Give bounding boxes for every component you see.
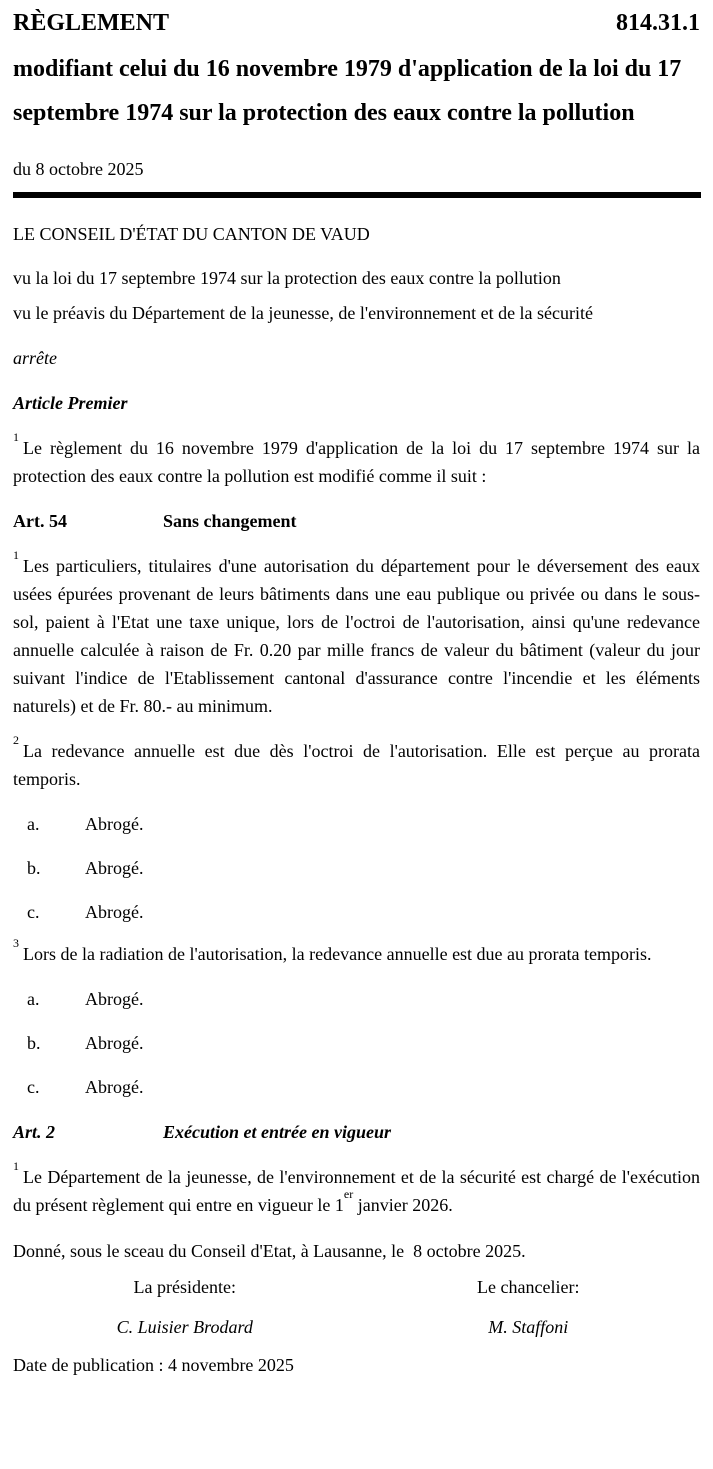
list-item-text: Abrogé. <box>85 1033 144 1053</box>
article-premier-paragraph <box>13 430 700 490</box>
signature-name: M. Staffoni <box>488 1317 569 1337</box>
doc-type-label: RÈGLEMENT <box>13 10 170 36</box>
document-date-line: du 8 octobre 2025 <box>13 159 144 179</box>
list-item-text: Abrogé. <box>85 858 144 878</box>
recital-line: vu la loi du 17 septembre 1974 sur la protection des eaux contre la pollution <box>13 268 561 288</box>
art54-title: Sans changement <box>163 511 297 531</box>
art2-heading <box>13 1118 700 1146</box>
list-item <box>13 1073 700 1101</box>
list-item-text: Abrogé. <box>85 989 144 1009</box>
document-title: modifiant celui du 16 novembre 1979 d'application de la loi du 17 septembre 1974 sur la protection des eaux contre la pollution <box>13 56 682 126</box>
paragraph-text: janvier 2026. <box>353 1195 453 1215</box>
list-item <box>13 898 700 926</box>
signature-left <box>13 1273 357 1341</box>
paragraph-text: Lors de la radiation de l'autorisation, la redevance annuelle est due au prorata temporis. <box>23 944 652 964</box>
authority-line: LE CONSEIL D'ÉTAT DU CANTON DE VAUD <box>13 224 370 244</box>
list-item <box>13 854 700 882</box>
signature-name: C. Luisier Brodard <box>116 1317 253 1337</box>
article-premier-heading: Article Premier <box>13 393 128 413</box>
footnote-marker: 1 <box>13 430 19 444</box>
paragraph-text: Les particuliers, titulaires d'une autorisation du département pour le déversement des eaux usées épurées provenant de leurs bâtiments dans une eau publique ou privée ou dans le sous-sol, paient à l'Etat une taxe unique, lors de l'octroi de l'autorisation, ainsi qu'une redevance annuelle calculée à raison de Fr. 0.20 par mille francs de valeur du bâtiment (valeur du jour suivant l'indice de l'Etablissement cantonal d'assurance contre l'incendie et les éléments naturels) et de Fr. 80.- au minimum. <box>13 556 700 716</box>
paragraph-text: Le Département de la jeunesse, de l'environnement et de la sécurité est chargé de l'exécution du présent règlement qui entre en vigueur le 1 <box>13 1167 700 1215</box>
art54-heading <box>13 507 700 535</box>
signature-role: La présidente: <box>133 1277 236 1297</box>
header-divider <box>13 192 701 198</box>
paragraph-text: La redevance annuelle est due dès l'octroi de l'autorisation. Elle est perçue au prorata temporis. <box>13 741 700 789</box>
recitals <box>13 264 700 327</box>
list-item-text: Abrogé. <box>85 814 144 834</box>
art54-number: Art. 54 <box>13 511 67 531</box>
footnote-marker: 3 <box>13 936 19 950</box>
list-item <box>13 810 700 838</box>
art2-number: Art. 2 <box>13 1122 56 1142</box>
art54-paragraph-3 <box>13 936 700 968</box>
paragraph-text: Le règlement du 16 novembre 1979 d'application de la loi du 17 septembre 1974 sur la protection des eaux contre la pollution est modifié comme il suit : <box>13 438 700 486</box>
list-item-marker: b. <box>27 1033 41 1053</box>
art54-paragraph-2 <box>13 733 700 793</box>
art54-paragraph-1 <box>13 548 700 720</box>
footnote-marker: 2 <box>13 733 19 747</box>
doc-number: 814.31.1 <box>616 10 700 36</box>
art2-title: Exécution et entrée en vigueur <box>163 1122 391 1142</box>
footnote-marker: 1 <box>13 548 19 562</box>
decree-word: arrête <box>13 348 57 368</box>
document-header <box>13 10 700 37</box>
list-item <box>13 1029 700 1057</box>
footnote-marker: 1 <box>13 1159 19 1173</box>
abrogation-list-1 <box>13 810 700 926</box>
list-item <box>13 985 700 1013</box>
list-item-marker: a. <box>27 989 40 1009</box>
art2-paragraph <box>13 1159 700 1219</box>
recital-line: vu le préavis du Département de la jeunesse, de l'environnement et de la sécurité <box>13 303 594 323</box>
list-item-text: Abrogé. <box>85 902 144 922</box>
signature-block <box>13 1273 700 1341</box>
ordinal-suffix: er <box>343 1187 354 1201</box>
list-item-marker: c. <box>27 902 40 922</box>
abrogation-list-2 <box>13 985 700 1101</box>
signature-role: Le chancelier: <box>477 1277 580 1297</box>
list-item-text: Abrogé. <box>85 1077 144 1097</box>
list-item-marker: c. <box>27 1077 40 1097</box>
closing-given-line: Donné, sous le sceau du Conseil d'Etat, à Lausanne, le 8 octobre 2025. <box>13 1241 526 1261</box>
list-item-marker: a. <box>27 814 40 834</box>
publication-date-line: Date de publication : 4 novembre 2025 <box>13 1355 294 1375</box>
list-item-marker: b. <box>27 858 41 878</box>
signature-right <box>357 1273 701 1341</box>
